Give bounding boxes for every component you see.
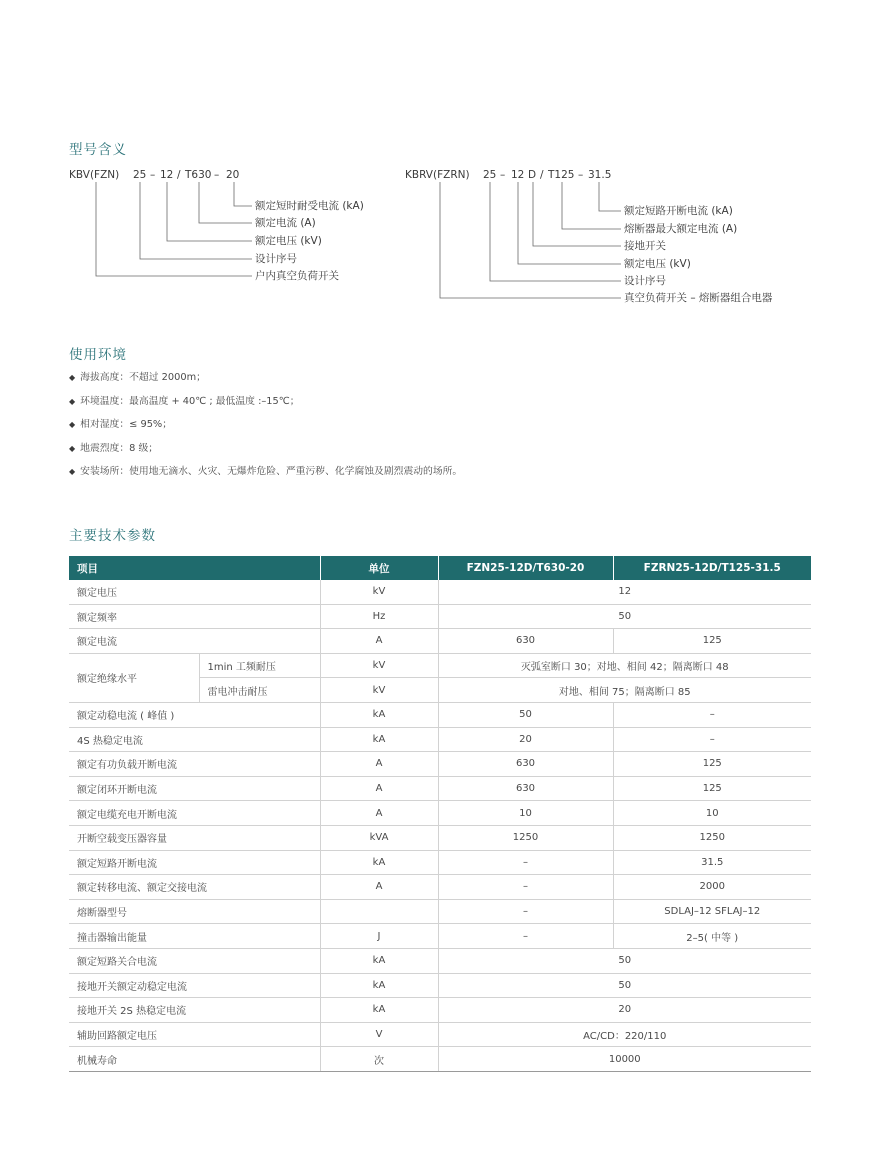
model-designation-diagram bbox=[0, 0, 873, 330]
leader-m1-rated-voltage bbox=[167, 182, 252, 241]
m2-dash-2: – bbox=[578, 169, 584, 181]
table-row: 4S 热稳定电流 kA 20 – bbox=[69, 727, 811, 752]
table-row: 额定电流 A 630 125 bbox=[69, 629, 811, 654]
table-row: 额定短路关合电流 kA 50 bbox=[69, 948, 811, 973]
m2-kA-code: 31.5 bbox=[588, 169, 612, 181]
leader-m1-switch-type bbox=[96, 182, 252, 276]
leader-m2-earthing-switch bbox=[533, 182, 621, 246]
m1-label-rated-voltage: 额定电压 (kV) bbox=[255, 235, 322, 247]
table-row: 雷电冲击耐压 kV 对地、相间 75；隔离断口 85 bbox=[69, 678, 811, 703]
leader-m1-design-no bbox=[140, 182, 252, 259]
m2-slash: / bbox=[540, 169, 544, 181]
section-title-model-meaning: 型号含义 bbox=[69, 142, 127, 158]
leader-m2-rated-voltage bbox=[518, 182, 621, 264]
diamond-bullet-icon: ◆ bbox=[69, 443, 76, 453]
table-row: 额定转移电流、额定交接电流 A – 2000 bbox=[69, 875, 811, 900]
env-item-seismic: ◆ 地震烈度：8 级； bbox=[69, 442, 159, 454]
leader-m2-design-no bbox=[490, 182, 621, 281]
diagram-leader-lines bbox=[0, 0, 873, 330]
diamond-bullet-icon: ◆ bbox=[69, 420, 76, 429]
m2-label-fuse-current: 熔断器最大额定电流 (A) bbox=[624, 223, 738, 235]
m2-dash-1: – bbox=[500, 169, 506, 181]
col-header-unit: 单位 bbox=[320, 556, 438, 580]
diamond-bullet-icon: ◆ bbox=[69, 373, 76, 382]
m1-kA-code: 20 bbox=[226, 169, 240, 181]
table-row: 机械寿命 次 10000 bbox=[69, 1047, 811, 1072]
table-row: 撞击器输出能量 J – 2–5( 中等 ) bbox=[69, 924, 811, 949]
leader-m1-short-time-current bbox=[234, 182, 252, 206]
table-row: 开断空载变压器容量 kVA 1250 1250 bbox=[69, 825, 811, 850]
leader-m2-fuse-current bbox=[562, 182, 621, 229]
environment-list bbox=[69, 372, 462, 490]
m2-label-design-no: 设计序号 bbox=[624, 275, 666, 287]
col-header-fzrn: FZRN25-12D/T125-31.5 bbox=[613, 556, 811, 580]
env-item-temperature: ◆ 环境温度：最高温度 + 40℃ ; 最低温度 :–15℃； bbox=[69, 395, 300, 407]
m1-label-short-time-current: 额定短时耐受电流 (kA) bbox=[255, 200, 364, 212]
table-row: 额定频率 Hz 50 bbox=[69, 604, 811, 629]
env-item-humidity: ◆ 相对湿度：≤ 95%； bbox=[69, 419, 173, 430]
m1-dash-1: – bbox=[150, 169, 156, 181]
env-item-installation: ◆ 安装场所：使用地无滴水、火灾、无爆炸危险、严重污秽、化学腐蚀及剧烈震动的场所。 bbox=[69, 466, 463, 477]
m2-prefix: KBRV(FZRN) bbox=[405, 169, 470, 181]
m2-voltage-code: 12 bbox=[511, 169, 525, 181]
table-row: 接地开关 2S 热稳定电流 kA 20 bbox=[69, 998, 811, 1023]
m2-fuse-code: T125 bbox=[548, 169, 575, 181]
col-header-fzn: FZN25-12D/T630-20 bbox=[438, 556, 613, 580]
m2-earthing-code: D bbox=[528, 169, 537, 181]
m1-voltage-code: 12 bbox=[160, 169, 174, 181]
technical-params-table bbox=[69, 556, 811, 1072]
diamond-bullet-icon: ◆ bbox=[69, 396, 76, 406]
m1-prefix: KBV(FZN) bbox=[69, 169, 120, 181]
m2-label-combination: 真空负荷开关 – 熔断器组合电器 bbox=[624, 292, 773, 304]
table-row: 额定动稳电流 ( 峰值 ) kA 50 – bbox=[69, 702, 811, 727]
table-row: 额定短路开断电流 kA – 31.5 bbox=[69, 850, 811, 875]
section-title-params: 主要技术参数 bbox=[69, 528, 156, 544]
diamond-bullet-icon: ◆ bbox=[69, 467, 76, 476]
m1-label-design-no: 设计序号 bbox=[255, 253, 297, 265]
m2-label-breaking-current: 额定短路开断电流 (kA) bbox=[624, 205, 733, 217]
table-row: 接地开关额定动稳定电流 kA 50 bbox=[69, 973, 811, 998]
table-row: 额定电压 kV 12 bbox=[69, 580, 811, 604]
m1-label-switch-type: 户内真空负荷开关 bbox=[255, 270, 339, 282]
m1-current-code: T630 bbox=[185, 169, 212, 181]
m1-dash-2: – bbox=[214, 169, 220, 181]
table-row: 额定闭环开断电流 A 630 125 bbox=[69, 776, 811, 801]
col-header-item: 项目 bbox=[69, 556, 320, 580]
section-title-environment: 使用环境 bbox=[69, 347, 127, 363]
m1-label-rated-current: 额定电流 (A) bbox=[255, 217, 316, 229]
table-header-row bbox=[69, 556, 811, 580]
m2-label-rated-voltage: 额定电压 (kV) bbox=[624, 258, 691, 270]
table-row: 辅助回路额定电压 V AC/CD：220/110 bbox=[69, 1022, 811, 1047]
table-row: 额定有功负载开断电流 A 630 125 bbox=[69, 752, 811, 777]
m2-label-earthing-switch: 接地开关 bbox=[624, 240, 666, 252]
env-item-altitude: ◆ 海拔高度：不超过 2000m； bbox=[69, 372, 206, 383]
table-row: 额定电缆充电开断电流 A 10 10 bbox=[69, 801, 811, 826]
leader-m2-breaking-current bbox=[599, 182, 621, 211]
m2-design-no: 25 bbox=[483, 169, 497, 181]
m1-design-no: 25 bbox=[133, 169, 147, 181]
m1-slash: / bbox=[177, 169, 181, 181]
leader-m1-rated-current bbox=[199, 182, 252, 223]
table-row: 熔断器型号 – SDLAJ–12 SFLAJ–12 bbox=[69, 899, 811, 924]
table-row: 额定绝缘水平 1min 工频耐压 kV 灭弧室断口 30；对地、相间 42；隔离断口 48 bbox=[69, 653, 811, 678]
